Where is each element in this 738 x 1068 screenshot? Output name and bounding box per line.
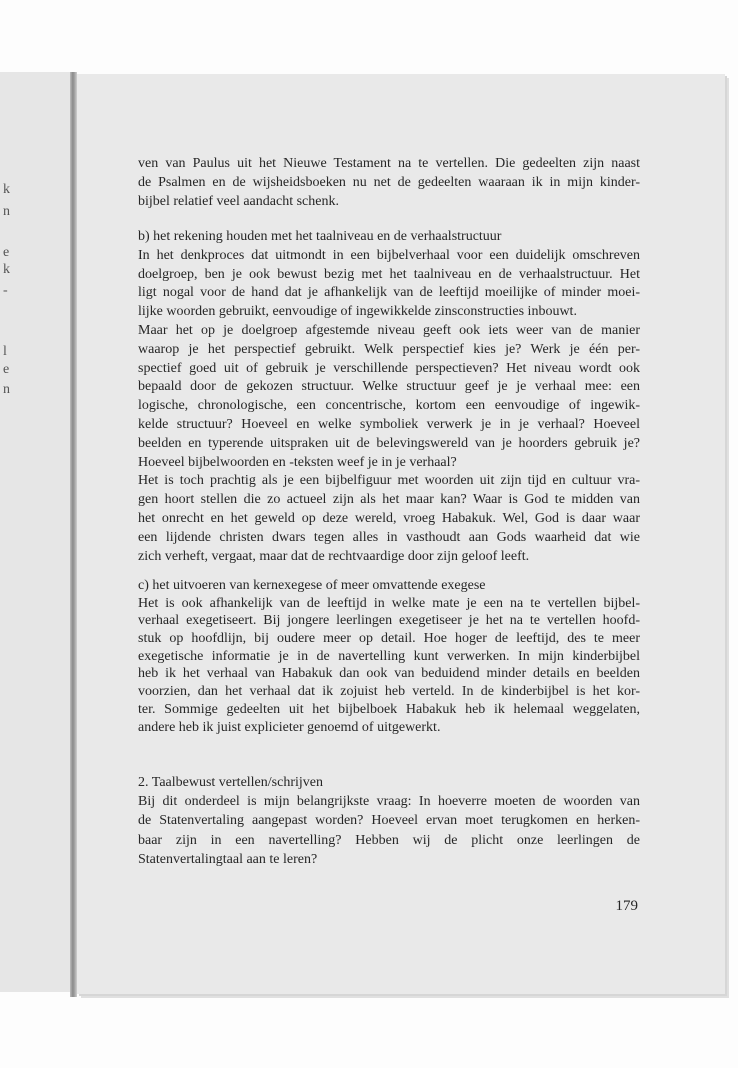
text-line: kelde structuur? Hoeveel en welke symboliek verwerk je in je verhaal? Hoeveel (138, 416, 640, 432)
margin-text-fragment: k (3, 262, 10, 277)
paragraph-block-intro (138, 154, 640, 211)
text-line: Hoeveel bijbelwoorden en -teksten weef je in je verhaal? (138, 454, 457, 470)
margin-text-fragment: - (3, 283, 8, 298)
text-line: bepaald door de gekozen structuur. Welke structuur geef je je verhaal mee: een (138, 379, 640, 395)
page-number: 179 (615, 898, 638, 914)
text-line: spectief goed uit of gebruik je verschillende perspectieven? Het niveau wordt ook (138, 360, 640, 376)
text-line: Statenvertalingtaal aan te leren? (138, 851, 318, 867)
text-line: Bij dit onderdeel is mijn belangrijkste vraag: In hoeverre moeten de woorden van (138, 794, 640, 810)
text-line: logische, chronologische, een concentrische, kortom een eenvoudige of ingewik- (138, 398, 640, 414)
margin-text-fragment: n (3, 204, 10, 219)
margin-text-fragment: l (3, 344, 7, 359)
text-line: Het is ook afhankelijk van de leeftijd in welke mate je een na te vertellen bijbel- (138, 595, 640, 611)
text-line: bijbel relatief veel aandacht schenk. (138, 194, 339, 209)
text-line: de Psalmen en de wijsheidsboeken nu net de gedeelten waaraan ik in mijn kinder- (138, 175, 640, 190)
text-line: voorzien, dan het verhaal dat ik zojuist heb verteld. In de kinderbijbel is het kor- (138, 684, 640, 700)
section-heading: c) het uitvoeren van kernexegese of meer omvattende exegese (138, 578, 486, 593)
margin-text-fragment: e (3, 245, 10, 260)
text-line: ven van Paulus uit het Nieuwe Testament na te vertellen. Die gedeelten zijn naast (138, 156, 640, 171)
text-line: zich verheft, vergaat, maar dat de rechtvaardige door zijn geloof leeft. (138, 548, 530, 564)
text-line: beelden en typerende uitspraken uit de belevingswereld van je hoorders gebruik je? (138, 435, 640, 451)
text-line: stuk op hoofdlijn, bij oudere meer op detail. Hoe hoger de leeftijd, des te meer (138, 631, 640, 647)
text-line: lijke woorden gebruikt, eenvoudige of ingewikkelde zinsconstructies inbouwt. (138, 304, 577, 320)
section-c (138, 577, 640, 736)
text-line: gen hoort stellen die zo actueel zijn als het maar kan? Waar is God te midden van (138, 492, 640, 508)
text-line: verhaal exegetiseert. Bij jongere leerlingen exegetiseer je het na te vertellen hoofd- (138, 613, 640, 629)
text-line: ter. Sommige gedeelten uit het bijbelboek Habakuk heb ik helemaal weggelaten, (138, 701, 640, 717)
section-b (138, 228, 640, 566)
text-line: baar zijn in een navertelling? Hebben wij de plicht onze leerlingen de (138, 832, 640, 848)
text-line: Het is toch prachtig als je een bijbelfiguur met woorden uit zijn tijd en cultuur vra- (138, 473, 640, 489)
section-2 (138, 773, 640, 869)
text-line: exegetische informatie je in de navertelling kunt verwerken. In mijn kinderbijbel (138, 648, 640, 664)
text-line: Maar het op je doelgroep afgestemde niveau geeft ook iets weer van de manier (138, 322, 640, 338)
text-line: heb ik het verhaal van Habakuk dan ook van beduidend minder details en beelden (138, 666, 640, 682)
margin-text-fragment: n (3, 382, 10, 397)
previous-page-edge (0, 72, 72, 992)
text-line: een lijdende christen dwars tegen alles in vasthoudt aan Gods waarheid dat wie (138, 529, 640, 545)
margin-text-fragment: e (3, 362, 10, 377)
margin-text-fragment: k (3, 182, 10, 197)
text-line: ligt nogal voor de hand dat je afhankelijk van de leeftijd moeilijke of minder moei- (138, 285, 640, 301)
section-heading: b) het rekening houden met het taalniveau en de verhaalstructuur (138, 229, 502, 244)
text-line: andere heb ik juist explicieter genoemd of uitgewerkt. (138, 719, 441, 735)
text-line: het onrecht en het geweld op deze wereld, vroeg Habakuk. Wel, God is daar waar (138, 510, 640, 526)
book-gutter (70, 72, 77, 997)
text-line: de Statenvertaling aangepast worden? Hoeveel ervan moet terugkomen en herken- (138, 813, 640, 829)
text-line: doelgroep, ben je ook bewust bezig met het taalniveau en de verhaalstructuur. Het (138, 266, 640, 282)
section-heading: 2. Taalbewust vertellen/schrijven (138, 775, 323, 790)
text-line: In het denkproces dat uitmondt in een bijbelverhaal voor een duidelijk omschreven (138, 247, 640, 263)
text-line: waarop je het perspectief gebruikt. Welk perspectief kies je? Werk je één per- (138, 341, 640, 357)
